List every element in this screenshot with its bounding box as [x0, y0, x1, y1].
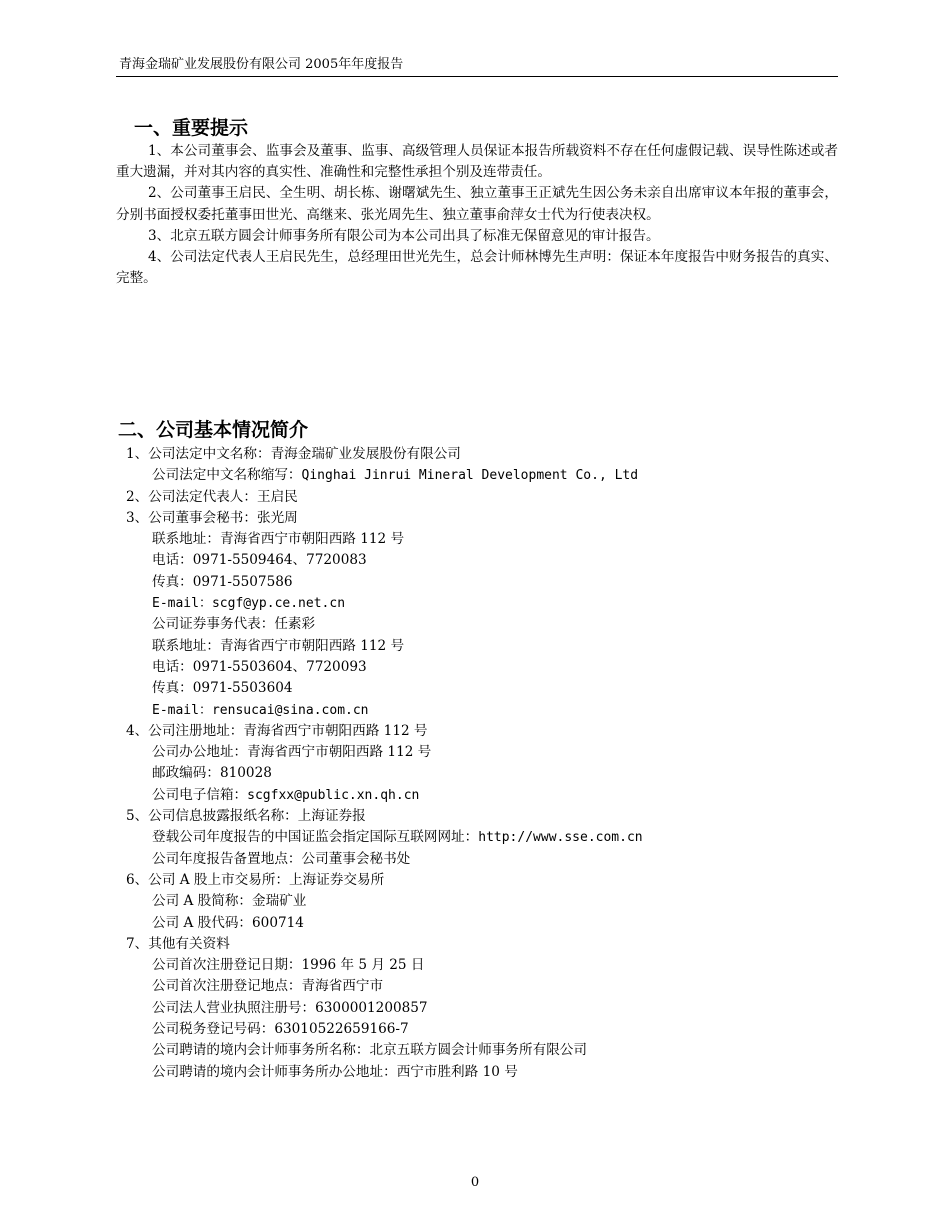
list-item: E-mail：scgf@yp.ce.net.cn: [152, 596, 346, 612]
list-item: 6、公司 A 股上市交易所：上海证券交易所: [126, 871, 385, 888]
list-item: 公司聘请的境内会计师事务所名称：北京五联方圆会计师事务所有限公司: [152, 1042, 587, 1059]
list-item: 5、公司信息披露报纸名称：上海证券报: [126, 808, 366, 825]
running-header: 青海金瑞矿业发展股份有限公司 2005年年度报告: [119, 57, 404, 72]
list-item: 3、公司董事会秘书：张光周: [126, 509, 298, 526]
section-title-important-notice: 一、重要提示: [134, 117, 249, 139]
list-item: 公司聘请的境内会计师事务所办公地址：西宁市胜利路 10 号: [152, 1063, 518, 1080]
list-item: 登载公司年度报告的中国证监会指定国际互联网网址：http://www.sse.com.cn: [152, 829, 643, 846]
notice-paragraph: 2、公司董事王启民、全生明、胡长栋、谢曙斌先生、独立董事王正斌先生因公务未亲自出席审议本年报的董事会，分别书面授权委托董事田世光、高继来、张光周先生、独立董事俞萍女士代为行使表决权。: [116, 185, 838, 223]
list-item: 公司年度报告备置地点：公司董事会秘书处: [152, 850, 411, 867]
list-item: 公司首次注册登记日期：1996 年 5 月 25 日: [152, 957, 425, 974]
list-item: 公司 A 股简称：金瑞矿业: [152, 893, 307, 910]
notice-paragraph: 1、本公司董事会、监事会及董事、监事、高级管理人员保证本报告所载资料不存在任何虚假记载、误导性陈述或者重大遗漏，并对其内容的真实性、准确性和完整性承担个别及连带责任。: [116, 143, 838, 181]
list-item: 公司首次注册登记地点：青海省西宁市: [152, 978, 384, 995]
list-item: E-mail：rensucai@sina.com.cn: [152, 702, 369, 718]
list-item: 电话：0971-5509464、7720083: [152, 552, 367, 569]
list-item: 公司 A 股代码：600714: [152, 914, 304, 931]
list-item: 传真：0971-5507586: [152, 573, 293, 590]
page-number: 0: [470, 1175, 480, 1190]
list-item: 联系地址：青海省西宁市朝阳西路 112 号: [152, 531, 405, 548]
list-item: 公司法人营业执照注册号：6300001200857: [152, 999, 428, 1016]
list-item: 4、公司注册地址：青海省西宁市朝阳西路 112 号: [126, 722, 428, 739]
list-item: 1、公司法定中文名称：青海金瑞矿业发展股份有限公司: [126, 446, 461, 462]
list-item: 公司法定中文名称缩写：Qinghai Jinrui Mineral Development Co., Ltd: [152, 467, 639, 484]
list-item: 公司税务登记号码：63010522659166-7: [152, 1021, 409, 1038]
list-item: 传真：0971-5503604: [152, 680, 293, 697]
list-item: 7、其他有关资料: [126, 935, 230, 952]
important-notice-body: [116, 141, 838, 289]
list-item: 公司电子信箱：scgfxx@public.xn.qh.cn: [152, 786, 420, 803]
notice-paragraph: 3、北京五联方圆会计师事务所有限公司为本公司出具了标准无保留意见的审计报告。: [148, 227, 660, 244]
notice-paragraph: 4、公司法定代表人王启民先生，总经理田世光先生，总会计师林博先生声明：保证本年度报告中财务报告的真实、完整。: [116, 249, 838, 287]
list-item: 联系地址：青海省西宁市朝阳西路 112 号: [152, 637, 405, 654]
list-item: 公司证券事务代表：任素彩: [152, 616, 316, 633]
list-item: 邮政编码：810028: [152, 765, 272, 782]
company-profile-list: [0, 444, 950, 1083]
section-title-company-profile: 二、公司基本情况简介: [118, 419, 309, 441]
list-item: 公司办公地址：青海省西宁市朝阳西路 112 号: [152, 744, 432, 761]
list-item: 2、公司法定代表人：王启民: [126, 488, 298, 505]
header-divider: [116, 76, 838, 77]
list-item: 电话：0971-5503604、7720093: [152, 658, 367, 675]
